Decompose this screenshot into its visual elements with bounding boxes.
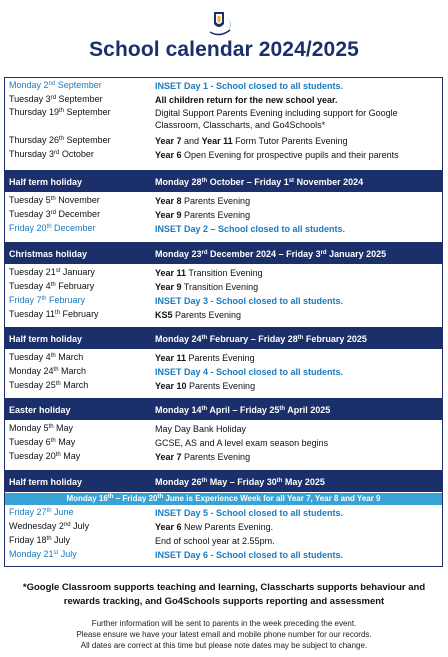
event-text: Year 7 Parents Evening [155,452,251,462]
event-row [5,194,442,207]
event-date: Friday 20th December [9,223,96,233]
event-date: Tuesday 4th February [9,281,95,291]
event-text: Year 9 Parents Evening [155,210,251,220]
holiday-band [5,470,442,492]
event-text: Year 6 New Parents Evening. [155,522,274,532]
event-row [5,107,442,133]
event-date: Friday 27th June [9,507,74,517]
event-date: Tuesday 6th May [9,437,76,447]
event-date: Tuesday 11th February [9,309,99,319]
event-date: Thursday 26th September [9,135,111,145]
school-crest-icon [200,8,240,38]
event-date: Tuesday 3rd September [9,94,103,104]
event-date: Friday 18th July [9,535,71,545]
holiday-label: Christmas holiday [9,249,88,259]
event-row [5,148,442,161]
holiday-dates: Monday 28th October – Friday 1st November 2024 [155,177,364,187]
event-text: Digital Support Parents Evening including support for Google Classroom, Classcharts, and Go4Schools* [155,108,398,130]
holiday-dates: Monday 14th April – Friday 25th April 2025 [155,405,331,415]
event-row [5,208,442,221]
event-date: Monday 21st July [9,549,77,559]
holiday-band [5,327,442,349]
note-line: All dates are correct at this time but please note dates may be subject to change. [80,641,368,650]
event-text: Year 8 Parents Evening [155,196,251,206]
event-text: INSET Day 6 - School closed to all students. [155,550,344,560]
event-row [5,351,442,364]
event-row [5,294,442,307]
event-date: Monday 5th May [9,423,74,433]
event-date: Friday 7th February [9,295,86,305]
event-row [5,379,442,392]
event-row [5,79,442,92]
event-date: Tuesday 3rd December [9,209,101,219]
event-date: Thursday 19th September [9,107,111,117]
event-text: GCSE, AS and A level exam season begins [155,438,329,448]
holiday-dates: Monday 24th February – Friday 28th February 2025 [155,334,367,344]
event-row [5,450,442,463]
event-date: Tuesday 25th March [9,380,89,390]
event-row [5,506,442,519]
event-text: All children return for the new school year. [155,95,338,105]
event-date: Tuesday 5th November [9,195,100,205]
holiday-label: Half term holiday [9,177,83,187]
event-text: Year 11 Transition Evening [155,268,263,278]
event-row [5,520,442,533]
event-row [5,436,442,449]
event-text: INSET Day 1 - School closed to all students. [155,81,344,91]
event-text: Year 6 Open Evening for prospective pupils and their parents [155,150,399,160]
page-title: School calendar 2024/2025 [89,38,359,61]
event-text: INSET Day 2 – School closed to all students. [155,224,346,234]
event-date: Tuesday 20th May [9,451,81,461]
experience-week-band: Monday 16th – Friday 20th June is Experience Week for all Year 7, Year 8 and Year 9 [5,493,442,505]
event-text: KS5 Parents Evening [155,310,242,320]
event-row [5,534,442,547]
holiday-band [5,170,442,192]
calendar-table [4,77,443,567]
event-text: INSET Day 5 - School closed to all students. [155,508,344,518]
event-date: Thursday 3rd October [9,149,94,159]
event-date: Tuesday 21st January [9,267,95,277]
holiday-label: Half term holiday [9,477,83,487]
event-date: Monday 24th March [9,366,87,376]
event-row [5,266,442,279]
event-row [5,308,442,321]
holiday-band [5,242,442,264]
event-text: INSET Day 4 - School closed to all students. [155,367,344,377]
event-row [5,93,442,106]
event-date: Monday 2nd September [9,80,102,90]
footnote-line: rewards tracking, and Go4Schools supports reporting and assessment [63,596,385,607]
holiday-label: Easter holiday [9,405,71,415]
event-text: Year 9 Transition Evening [155,282,259,292]
event-text: End of school year at 2.55pm. [155,536,275,546]
event-text: Year 11 Parents Evening [155,353,255,363]
footnote-line: *Google Classroom supports teaching and learning, Classcharts supports behaviour and [22,582,426,593]
holiday-dates: Monday 23rd December 2024 – Friday 3rd January 2025 [155,249,387,259]
note-line: Please ensure we have your latest email and mobile phone number for our records. [76,630,372,639]
event-text: Year 10 Parents Evening [155,381,256,391]
event-row [5,134,442,147]
event-row [5,548,442,561]
event-row [5,365,442,378]
event-date: Wednesday 2nd July [9,521,90,531]
holiday-label: Half term holiday [9,334,83,344]
event-row [5,422,442,435]
note-line: Further information will be sent to parents in the week preceding the event. [91,619,357,628]
holiday-band [5,398,442,420]
event-date: Tuesday 4th March [9,352,84,362]
event-row [5,222,442,235]
event-row [5,280,442,293]
event-text: Year 7 and Year 11 Form Tutor Parents Evening [155,136,348,146]
holiday-dates: Monday 26th May – Friday 30th May 2025 [155,477,325,487]
event-text: INSET Day 3 - School closed to all students. [155,296,344,306]
event-text: May Day Bank Holiday [155,424,247,434]
